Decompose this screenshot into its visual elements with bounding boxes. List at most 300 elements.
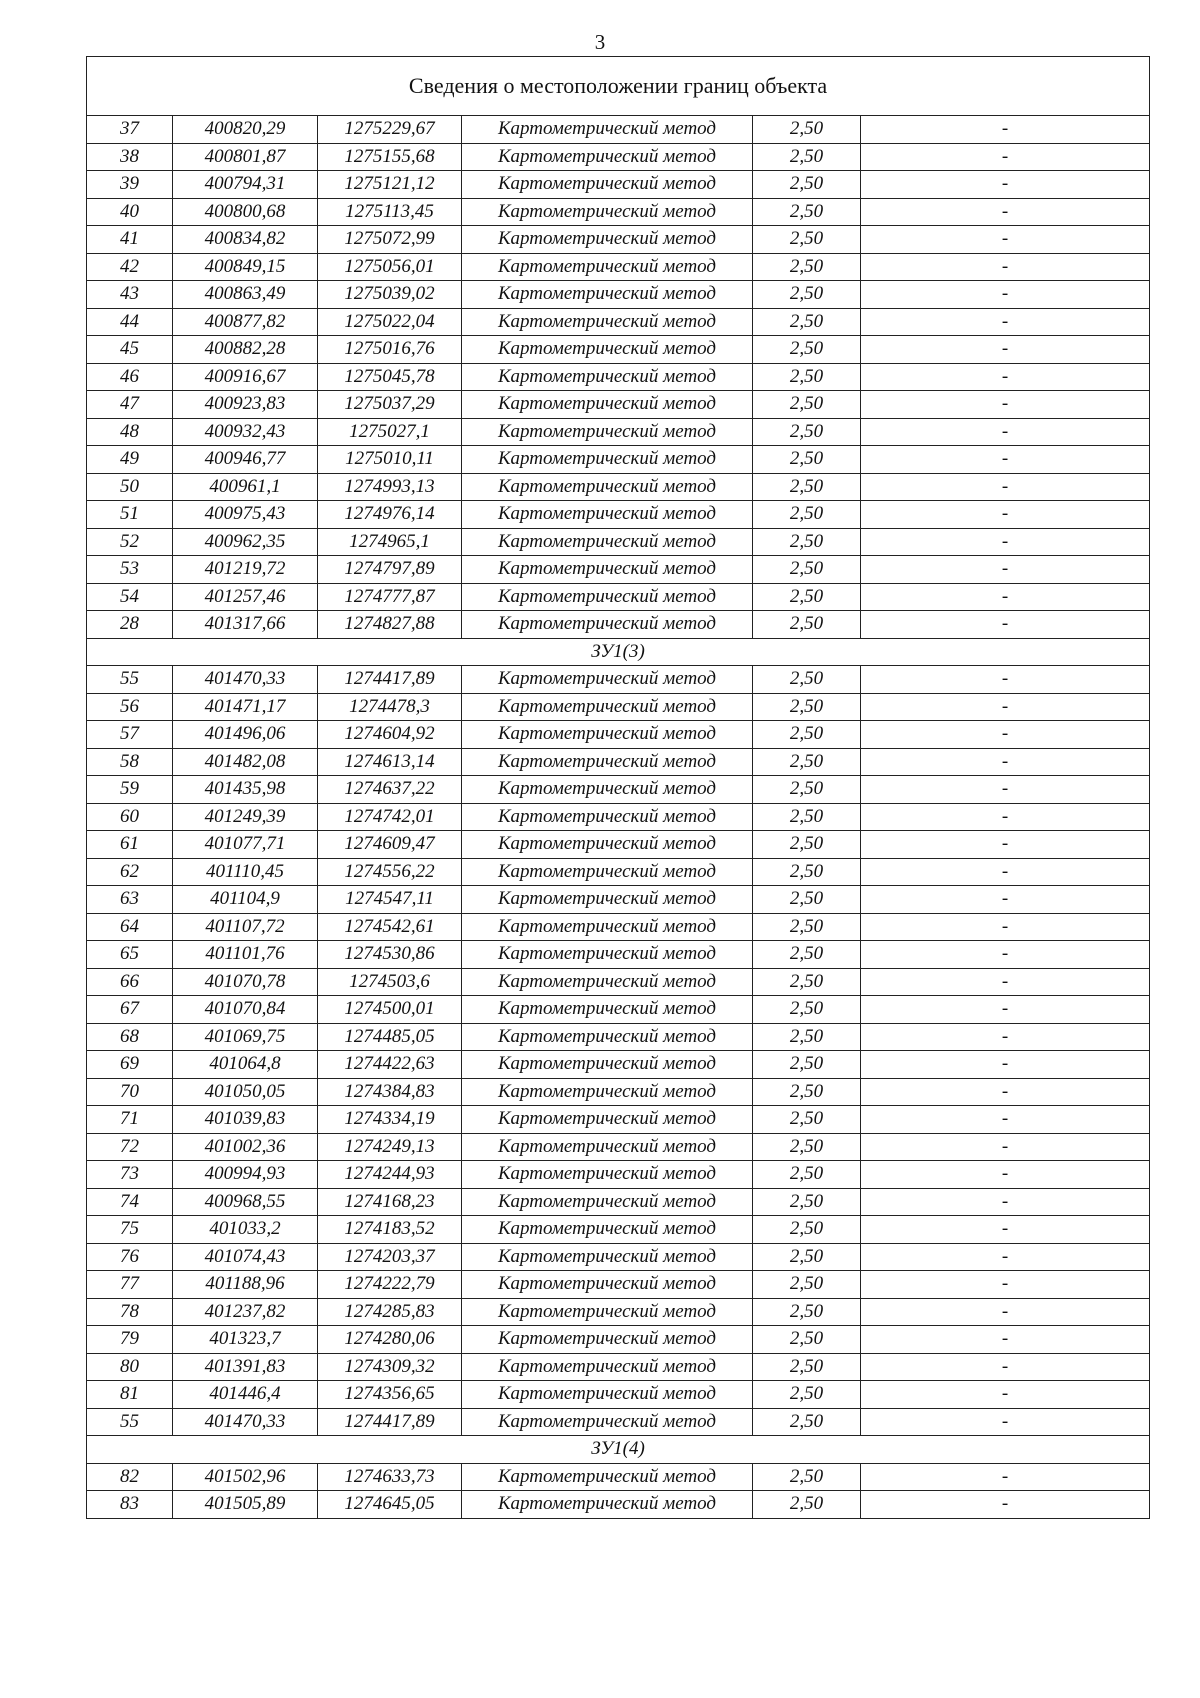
method-cell: Картометрический метод (462, 336, 753, 364)
x-coordinate-cell: 400834,82 (173, 226, 318, 254)
table-row (87, 1491, 1150, 1519)
table-row (87, 1463, 1150, 1491)
description-cell: - (861, 556, 1150, 584)
description-cell: - (861, 1051, 1150, 1079)
accuracy-cell: 2,50 (753, 308, 861, 336)
point-number-cell: 72 (87, 1133, 173, 1161)
table-row (87, 1271, 1150, 1299)
accuracy-cell: 2,50 (753, 528, 861, 556)
y-coordinate-cell: 1275113,45 (318, 198, 462, 226)
method-cell: Картометрический метод (462, 1188, 753, 1216)
method-cell: Картометрический метод (462, 611, 753, 639)
method-cell: Картометрический метод (462, 1271, 753, 1299)
y-coordinate-cell: 1274827,88 (318, 611, 462, 639)
point-number-cell: 38 (87, 143, 173, 171)
description-cell: - (861, 1161, 1150, 1189)
table-row (87, 116, 1150, 144)
section-header-row (87, 638, 1150, 666)
table-row (87, 226, 1150, 254)
y-coordinate-cell: 1275027,1 (318, 418, 462, 446)
table-row (87, 666, 1150, 694)
method-cell: Картометрический метод (462, 748, 753, 776)
y-coordinate-cell: 1274503,6 (318, 968, 462, 996)
table-row (87, 1161, 1150, 1189)
y-coordinate-cell: 1274556,22 (318, 858, 462, 886)
point-number-cell: 65 (87, 941, 173, 969)
point-number-cell: 57 (87, 721, 173, 749)
method-cell: Картометрический метод (462, 803, 753, 831)
x-coordinate-cell: 400794,31 (173, 171, 318, 199)
y-coordinate-cell: 1275016,76 (318, 336, 462, 364)
description-cell: - (861, 968, 1150, 996)
table-row (87, 968, 1150, 996)
description-cell: - (861, 1381, 1150, 1409)
x-coordinate-cell: 400882,28 (173, 336, 318, 364)
point-number-cell: 51 (87, 501, 173, 529)
x-coordinate-cell: 400849,15 (173, 253, 318, 281)
description-cell: - (861, 528, 1150, 556)
y-coordinate-cell: 1274637,22 (318, 776, 462, 804)
y-coordinate-cell: 1274222,79 (318, 1271, 462, 1299)
description-cell: - (861, 143, 1150, 171)
method-cell: Картометрический метод (462, 418, 753, 446)
x-coordinate-cell: 401391,83 (173, 1353, 318, 1381)
method-cell: Картометрический метод (462, 693, 753, 721)
y-coordinate-cell: 1274485,05 (318, 1023, 462, 1051)
accuracy-cell: 2,50 (753, 1353, 861, 1381)
y-coordinate-cell: 1274203,37 (318, 1243, 462, 1271)
accuracy-cell: 2,50 (753, 721, 861, 749)
point-number-cell: 73 (87, 1161, 173, 1189)
description-cell: - (861, 1078, 1150, 1106)
description-cell: - (861, 171, 1150, 199)
table-row (87, 446, 1150, 474)
point-number-cell: 55 (87, 666, 173, 694)
y-coordinate-cell: 1275056,01 (318, 253, 462, 281)
description-cell: - (861, 473, 1150, 501)
y-coordinate-cell: 1274417,89 (318, 1408, 462, 1436)
table-row (87, 171, 1150, 199)
accuracy-cell: 2,50 (753, 1326, 861, 1354)
description-cell: - (861, 666, 1150, 694)
method-cell: Картометрический метод (462, 1243, 753, 1271)
accuracy-cell: 2,50 (753, 1023, 861, 1051)
section-label: ЗУ1(4) (87, 1436, 1150, 1464)
table-row (87, 281, 1150, 309)
description-cell: - (861, 501, 1150, 529)
accuracy-cell: 2,50 (753, 198, 861, 226)
x-coordinate-cell: 401249,39 (173, 803, 318, 831)
method-cell: Картометрический метод (462, 446, 753, 474)
y-coordinate-cell: 1274742,01 (318, 803, 462, 831)
method-cell: Картометрический метод (462, 171, 753, 199)
point-number-cell: 49 (87, 446, 173, 474)
description-cell: - (861, 693, 1150, 721)
x-coordinate-cell: 401070,78 (173, 968, 318, 996)
accuracy-cell: 2,50 (753, 171, 861, 199)
x-coordinate-cell: 401039,83 (173, 1106, 318, 1134)
y-coordinate-cell: 1274168,23 (318, 1188, 462, 1216)
y-coordinate-cell: 1275072,99 (318, 226, 462, 254)
description-cell: - (861, 748, 1150, 776)
x-coordinate-cell: 401101,76 (173, 941, 318, 969)
x-coordinate-cell: 401104,9 (173, 886, 318, 914)
point-number-cell: 61 (87, 831, 173, 859)
accuracy-cell: 2,50 (753, 693, 861, 721)
table-row (87, 1353, 1150, 1381)
point-number-cell: 81 (87, 1381, 173, 1409)
x-coordinate-cell: 401446,4 (173, 1381, 318, 1409)
x-coordinate-cell: 400801,87 (173, 143, 318, 171)
point-number-cell: 76 (87, 1243, 173, 1271)
method-cell: Картометрический метод (462, 1051, 753, 1079)
point-number-cell: 63 (87, 886, 173, 914)
description-cell: - (861, 941, 1150, 969)
table-row (87, 1243, 1150, 1271)
point-number-cell: 37 (87, 116, 173, 144)
table-row (87, 473, 1150, 501)
method-cell: Картометрический метод (462, 1353, 753, 1381)
table-row (87, 1381, 1150, 1409)
method-cell: Картометрический метод (462, 556, 753, 584)
table-row (87, 886, 1150, 914)
table-row (87, 583, 1150, 611)
x-coordinate-cell: 400994,93 (173, 1161, 318, 1189)
description-cell: - (861, 721, 1150, 749)
y-coordinate-cell: 1275229,67 (318, 116, 462, 144)
method-cell: Картометрический метод (462, 391, 753, 419)
table-title: Сведения о местоположении границ объекта (87, 57, 1150, 116)
accuracy-cell: 2,50 (753, 556, 861, 584)
description-cell: - (861, 1216, 1150, 1244)
accuracy-cell: 2,50 (753, 116, 861, 144)
point-number-cell: 79 (87, 1326, 173, 1354)
y-coordinate-cell: 1274613,14 (318, 748, 462, 776)
y-coordinate-cell: 1275045,78 (318, 363, 462, 391)
x-coordinate-cell: 400932,43 (173, 418, 318, 446)
accuracy-cell: 2,50 (753, 748, 861, 776)
description-cell: - (861, 1106, 1150, 1134)
description-cell: - (861, 336, 1150, 364)
point-number-cell: 40 (87, 198, 173, 226)
description-cell: - (861, 1491, 1150, 1519)
x-coordinate-cell: 401188,96 (173, 1271, 318, 1299)
point-number-cell: 56 (87, 693, 173, 721)
accuracy-cell: 2,50 (753, 1133, 861, 1161)
y-coordinate-cell: 1275155,68 (318, 143, 462, 171)
description-cell: - (861, 226, 1150, 254)
x-coordinate-cell: 401502,96 (173, 1463, 318, 1491)
accuracy-cell: 2,50 (753, 226, 861, 254)
x-coordinate-cell: 401323,7 (173, 1326, 318, 1354)
description-cell: - (861, 363, 1150, 391)
table-row (87, 363, 1150, 391)
point-number-cell: 28 (87, 611, 173, 639)
accuracy-cell: 2,50 (753, 611, 861, 639)
table-row (87, 1326, 1150, 1354)
y-coordinate-cell: 1274422,63 (318, 1051, 462, 1079)
description-cell: - (861, 1326, 1150, 1354)
description-cell: - (861, 1133, 1150, 1161)
table-row (87, 611, 1150, 639)
y-coordinate-cell: 1274993,13 (318, 473, 462, 501)
y-coordinate-cell: 1274530,86 (318, 941, 462, 969)
y-coordinate-cell: 1275010,11 (318, 446, 462, 474)
point-number-cell: 78 (87, 1298, 173, 1326)
x-coordinate-cell: 401069,75 (173, 1023, 318, 1051)
x-coordinate-cell: 401077,71 (173, 831, 318, 859)
description-cell: - (861, 1463, 1150, 1491)
accuracy-cell: 2,50 (753, 391, 861, 419)
table-row (87, 1133, 1150, 1161)
x-coordinate-cell: 400877,82 (173, 308, 318, 336)
description-cell: - (861, 1243, 1150, 1271)
description-cell: - (861, 308, 1150, 336)
accuracy-cell: 2,50 (753, 941, 861, 969)
x-coordinate-cell: 401050,05 (173, 1078, 318, 1106)
x-coordinate-cell: 401107,72 (173, 913, 318, 941)
description-cell: - (861, 446, 1150, 474)
y-coordinate-cell: 1274609,47 (318, 831, 462, 859)
point-number-cell: 69 (87, 1051, 173, 1079)
description-cell: - (861, 418, 1150, 446)
y-coordinate-cell: 1274417,89 (318, 666, 462, 694)
accuracy-cell: 2,50 (753, 446, 861, 474)
description-cell: - (861, 831, 1150, 859)
page-number: 3 (594, 30, 606, 54)
table-row (87, 831, 1150, 859)
description-cell: - (861, 913, 1150, 941)
x-coordinate-cell: 400863,49 (173, 281, 318, 309)
x-coordinate-cell: 400975,43 (173, 501, 318, 529)
table-body (87, 57, 1150, 1519)
x-coordinate-cell: 401064,8 (173, 1051, 318, 1079)
accuracy-cell: 2,50 (753, 1408, 861, 1436)
description-cell: - (861, 1353, 1150, 1381)
point-number-cell: 46 (87, 363, 173, 391)
x-coordinate-cell: 401435,98 (173, 776, 318, 804)
accuracy-cell: 2,50 (753, 1491, 861, 1519)
x-coordinate-cell: 400916,67 (173, 363, 318, 391)
y-coordinate-cell: 1274965,1 (318, 528, 462, 556)
description-cell: - (861, 198, 1150, 226)
description-cell: - (861, 776, 1150, 804)
table-row (87, 1188, 1150, 1216)
y-coordinate-cell: 1274183,52 (318, 1216, 462, 1244)
table-row (87, 996, 1150, 1024)
description-cell: - (861, 996, 1150, 1024)
x-coordinate-cell: 400800,68 (173, 198, 318, 226)
description-cell: - (861, 391, 1150, 419)
x-coordinate-cell: 401470,33 (173, 1408, 318, 1436)
table-row (87, 336, 1150, 364)
method-cell: Картометрический метод (462, 1381, 753, 1409)
description-cell: - (861, 1188, 1150, 1216)
y-coordinate-cell: 1275022,04 (318, 308, 462, 336)
y-coordinate-cell: 1275121,12 (318, 171, 462, 199)
accuracy-cell: 2,50 (753, 1298, 861, 1326)
accuracy-cell: 2,50 (753, 363, 861, 391)
point-number-cell: 58 (87, 748, 173, 776)
method-cell: Картометрический метод (462, 1106, 753, 1134)
accuracy-cell: 2,50 (753, 1381, 861, 1409)
accuracy-cell: 2,50 (753, 803, 861, 831)
accuracy-cell: 2,50 (753, 1078, 861, 1106)
method-cell: Картометрический метод (462, 1078, 753, 1106)
point-number-cell: 71 (87, 1106, 173, 1134)
x-coordinate-cell: 401470,33 (173, 666, 318, 694)
table-title-row (87, 57, 1150, 116)
table-row (87, 721, 1150, 749)
table-row (87, 501, 1150, 529)
y-coordinate-cell: 1274309,32 (318, 1353, 462, 1381)
accuracy-cell: 2,50 (753, 1271, 861, 1299)
point-number-cell: 74 (87, 1188, 173, 1216)
boundary-coordinates-table (86, 56, 1150, 1519)
section-header-row (87, 1436, 1150, 1464)
description-cell: - (861, 858, 1150, 886)
accuracy-cell: 2,50 (753, 776, 861, 804)
accuracy-cell: 2,50 (753, 666, 861, 694)
accuracy-cell: 2,50 (753, 143, 861, 171)
method-cell: Картометрический метод (462, 583, 753, 611)
table-row (87, 1216, 1150, 1244)
y-coordinate-cell: 1274280,06 (318, 1326, 462, 1354)
method-cell: Картометрический метод (462, 1023, 753, 1051)
x-coordinate-cell: 401471,17 (173, 693, 318, 721)
table-row (87, 143, 1150, 171)
point-number-cell: 64 (87, 913, 173, 941)
method-cell: Картометрический метод (462, 1408, 753, 1436)
point-number-cell: 45 (87, 336, 173, 364)
table-row (87, 556, 1150, 584)
point-number-cell: 41 (87, 226, 173, 254)
accuracy-cell: 2,50 (753, 1161, 861, 1189)
method-cell: Картометрический метод (462, 528, 753, 556)
y-coordinate-cell: 1274542,61 (318, 913, 462, 941)
accuracy-cell: 2,50 (753, 858, 861, 886)
table-row (87, 1023, 1150, 1051)
y-coordinate-cell: 1274249,13 (318, 1133, 462, 1161)
accuracy-cell: 2,50 (753, 583, 861, 611)
method-cell: Картометрический метод (462, 1463, 753, 1491)
x-coordinate-cell: 400946,77 (173, 446, 318, 474)
y-coordinate-cell: 1274633,73 (318, 1463, 462, 1491)
point-number-cell: 82 (87, 1463, 173, 1491)
accuracy-cell: 2,50 (753, 418, 861, 446)
y-coordinate-cell: 1274604,92 (318, 721, 462, 749)
point-number-cell: 53 (87, 556, 173, 584)
y-coordinate-cell: 1275039,02 (318, 281, 462, 309)
section-label: ЗУ1(3) (87, 638, 1150, 666)
table-row (87, 1408, 1150, 1436)
point-number-cell: 39 (87, 171, 173, 199)
y-coordinate-cell: 1274777,87 (318, 583, 462, 611)
method-cell: Картометрический метод (462, 858, 753, 886)
point-number-cell: 83 (87, 1491, 173, 1519)
point-number-cell: 50 (87, 473, 173, 501)
method-cell: Картометрический метод (462, 501, 753, 529)
description-cell: - (861, 583, 1150, 611)
method-cell: Картометрический метод (462, 996, 753, 1024)
method-cell: Картометрический метод (462, 968, 753, 996)
point-number-cell: 62 (87, 858, 173, 886)
method-cell: Картометрический метод (462, 831, 753, 859)
x-coordinate-cell: 400820,29 (173, 116, 318, 144)
point-number-cell: 52 (87, 528, 173, 556)
accuracy-cell: 2,50 (753, 501, 861, 529)
point-number-cell: 66 (87, 968, 173, 996)
method-cell: Картометрический метод (462, 1298, 753, 1326)
point-number-cell: 59 (87, 776, 173, 804)
x-coordinate-cell: 400923,83 (173, 391, 318, 419)
accuracy-cell: 2,50 (753, 281, 861, 309)
accuracy-cell: 2,50 (753, 968, 861, 996)
accuracy-cell: 2,50 (753, 1188, 861, 1216)
table-row (87, 391, 1150, 419)
method-cell: Картометрический метод (462, 913, 753, 941)
x-coordinate-cell: 401033,2 (173, 1216, 318, 1244)
point-number-cell: 54 (87, 583, 173, 611)
accuracy-cell: 2,50 (753, 1243, 861, 1271)
y-coordinate-cell: 1274500,01 (318, 996, 462, 1024)
y-coordinate-cell: 1274547,11 (318, 886, 462, 914)
description-cell: - (861, 1023, 1150, 1051)
table-row (87, 308, 1150, 336)
method-cell: Картометрический метод (462, 721, 753, 749)
x-coordinate-cell: 401237,82 (173, 1298, 318, 1326)
description-cell: - (861, 803, 1150, 831)
method-cell: Картометрический метод (462, 198, 753, 226)
description-cell: - (861, 1271, 1150, 1299)
table-row (87, 528, 1150, 556)
point-number-cell: 80 (87, 1353, 173, 1381)
accuracy-cell: 2,50 (753, 831, 861, 859)
y-coordinate-cell: 1274285,83 (318, 1298, 462, 1326)
point-number-cell: 77 (87, 1271, 173, 1299)
accuracy-cell: 2,50 (753, 913, 861, 941)
x-coordinate-cell: 401002,36 (173, 1133, 318, 1161)
point-number-cell: 42 (87, 253, 173, 281)
point-number-cell: 60 (87, 803, 173, 831)
table-row (87, 913, 1150, 941)
point-number-cell: 48 (87, 418, 173, 446)
description-cell: - (861, 1298, 1150, 1326)
y-coordinate-cell: 1274645,05 (318, 1491, 462, 1519)
table-row (87, 803, 1150, 831)
method-cell: Картометрический метод (462, 253, 753, 281)
description-cell: - (861, 281, 1150, 309)
x-coordinate-cell: 401317,66 (173, 611, 318, 639)
table-row (87, 418, 1150, 446)
x-coordinate-cell: 401257,46 (173, 583, 318, 611)
table-row (87, 776, 1150, 804)
method-cell: Картометрический метод (462, 1326, 753, 1354)
table-row (87, 198, 1150, 226)
table-row (87, 941, 1150, 969)
method-cell: Картометрический метод (462, 1133, 753, 1161)
accuracy-cell: 2,50 (753, 1216, 861, 1244)
point-number-cell: 68 (87, 1023, 173, 1051)
y-coordinate-cell: 1274384,83 (318, 1078, 462, 1106)
point-number-cell: 70 (87, 1078, 173, 1106)
method-cell: Картометрический метод (462, 1161, 753, 1189)
y-coordinate-cell: 1274244,93 (318, 1161, 462, 1189)
y-coordinate-cell: 1274478,3 (318, 693, 462, 721)
table-row (87, 748, 1150, 776)
accuracy-cell: 2,50 (753, 996, 861, 1024)
method-cell: Картометрический метод (462, 776, 753, 804)
